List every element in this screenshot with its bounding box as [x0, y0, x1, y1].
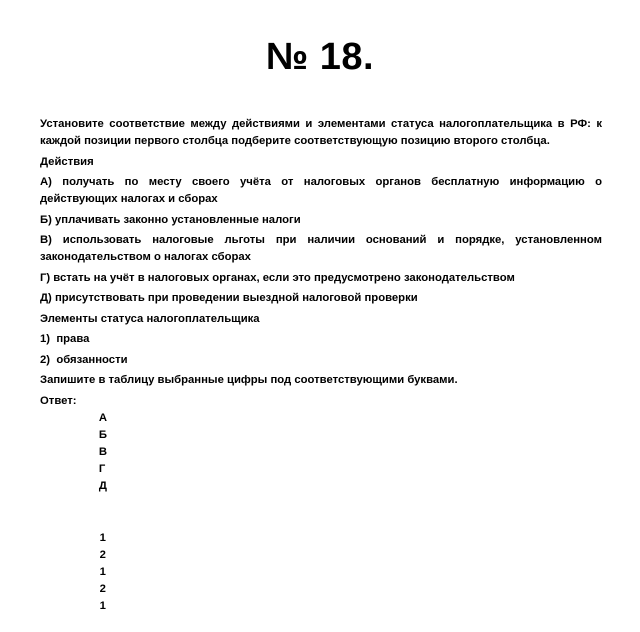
- answer-letter: Г: [98, 462, 106, 475]
- answer-digits: [40, 513, 602, 632]
- answer-label: Ответ:: [40, 394, 77, 407]
- action-item-d: Д) присутствовать при проведении выездной налоговой проверки: [40, 292, 418, 304]
- answer-letter: Д: [98, 479, 107, 492]
- task-body: [40, 116, 602, 632]
- answer-digit: 1: [99, 565, 106, 578]
- action-item-b: Б) уплачивать законно установленные налоги: [40, 213, 301, 226]
- answer-digit: 2: [99, 582, 106, 595]
- answer-digit: 1: [99, 599, 106, 612]
- answer-row: [40, 393, 602, 512]
- answer-digit: 1: [99, 531, 106, 544]
- answer-letter: В: [98, 445, 108, 458]
- action-item-g: Г) встать на учёт в налоговых органах, если это предусмотрено законодательством: [40, 271, 515, 284]
- task-intro: Установите соответствие между действиями и элементами статуса налогоплательщика в РФ: к каждой позиции первого столбца подберите соответствующую позицию второго столбца.: [40, 118, 602, 147]
- action-item-a: А) получать по месту своего учёта от налоговых органов бесплатную информацию о действующих налогах и сборах: [40, 176, 602, 205]
- elements-heading: Элементы статуса налогоплательщика: [40, 312, 260, 325]
- answer-digit: 2: [99, 548, 106, 561]
- element-item-rights: 1) права: [40, 333, 90, 345]
- action-item-v: В) использовать налоговые льготы при наличии оснований и порядке, установленном законодательством о налогах сборах: [40, 234, 602, 263]
- actions-heading: Действия: [40, 155, 94, 168]
- slide-title: № 18.: [265, 36, 375, 78]
- element-item-duties: 2) обязанности: [40, 353, 128, 366]
- answer-letter: А: [98, 411, 108, 424]
- answer-letters: [80, 393, 114, 512]
- instruction-text: Запишите в таблицу выбранные цифры под соответствующими буквами.: [40, 374, 458, 386]
- answer-letter: Б: [98, 428, 107, 441]
